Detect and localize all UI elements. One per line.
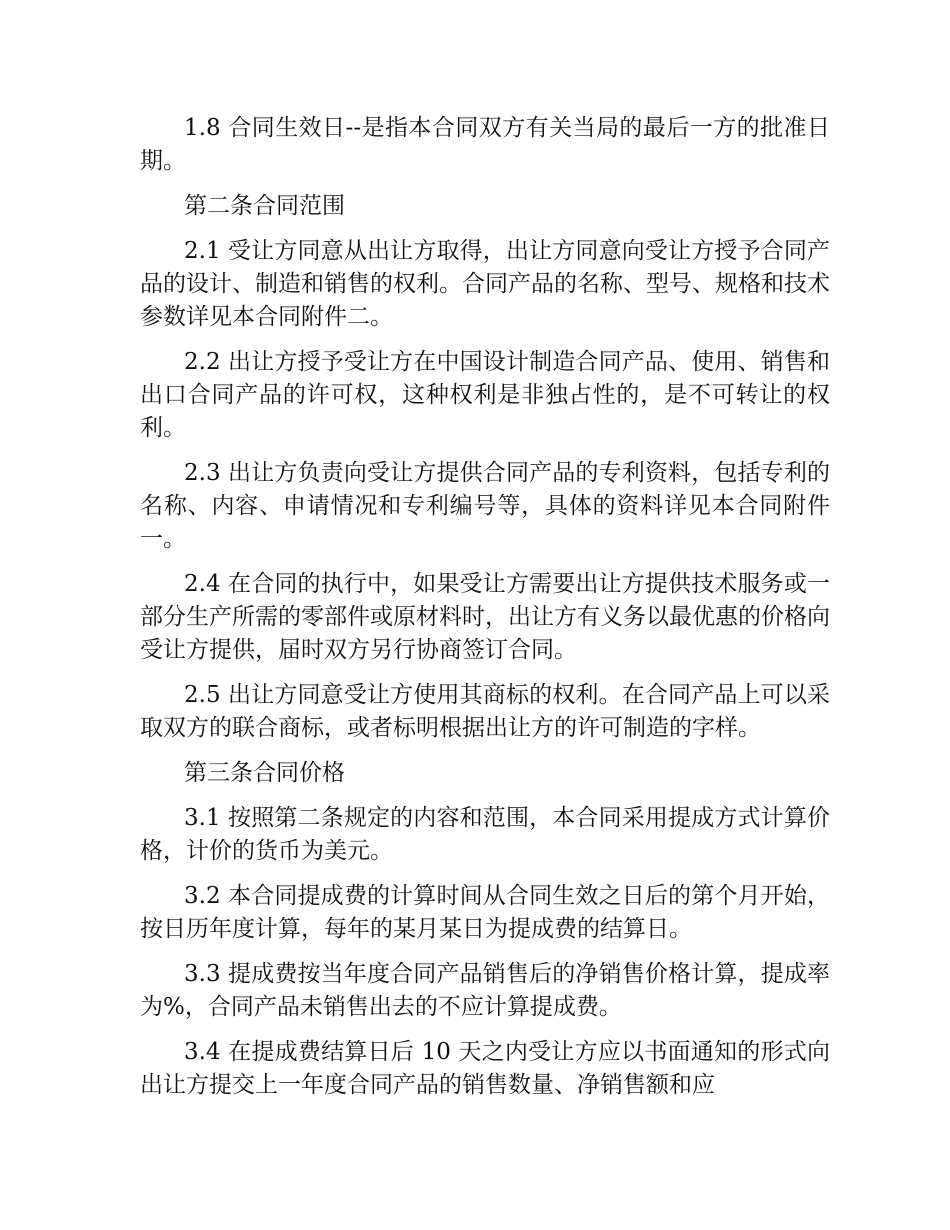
clause-2-4: 2.4 在合同的执行中，如果受让方需要出让方提供技术服务或一部分生产所需的零部件或原材料时，出让方有义务以最优惠的价格向受让方提供，届时双方另行协商签订合同。	[140, 571, 830, 663]
clause-3-3: 3.3 提成费按当年度合同产品销售后的净销售价格计算，提成率为%，合同产品未销售出去的不应计算提成费。	[140, 961, 830, 1020]
clause-2-5: 2.5 出让方同意受让方使用其商标的权利。在合同产品上可以采取双方的联合商标，或者标明根据出让方的许可制造的字样。	[140, 682, 830, 741]
clause-2-3: 2.3 出让方负责向受让方提供合同产品的专利资料，包括专利的名称、内容、申请情况和专利编号等，具体的资料详见本合同附件一。	[140, 460, 830, 552]
section-heading-2: 第二条合同范围	[184, 193, 345, 219]
clause-3-1: 3.1 按照第二条规定的内容和范围，本合同采用提成方式计算价格，计价的货币为美元。	[140, 805, 830, 864]
clause-2-2: 2.2 出让方授予受让方在中国设计制造合同产品、使用、销售和出口合同产品的许可权，这种权利是非独占性的，是不可转让的权利。	[140, 349, 830, 441]
clause-3-4: 3.4 在提成费结算日后 10 天之内受让方应以书面通知的形式向出让方提交上一年度合同产品的销售数量、净销售额和应	[140, 1039, 830, 1098]
clause-3-2: 3.2 本合同提成费的计算时间从合同生效之日后的第个月开始，按日历年度计算，每年的某月某日为提成费的结算日。	[140, 883, 830, 942]
clause-2-1: 2.1 受让方同意从出让方取得，出让方同意向受让方授予合同产品的设计、制造和销售的权利。合同产品的名称、型号、规格和技术参数详见本合同附件二。	[140, 238, 830, 330]
section-heading-3: 第三条合同价格	[184, 760, 345, 786]
clause-1-8: 1.8 合同生效日--是指本合同双方有关当局的最后一方的批准日期。	[140, 115, 830, 174]
document-body	[140, 112, 830, 1114]
